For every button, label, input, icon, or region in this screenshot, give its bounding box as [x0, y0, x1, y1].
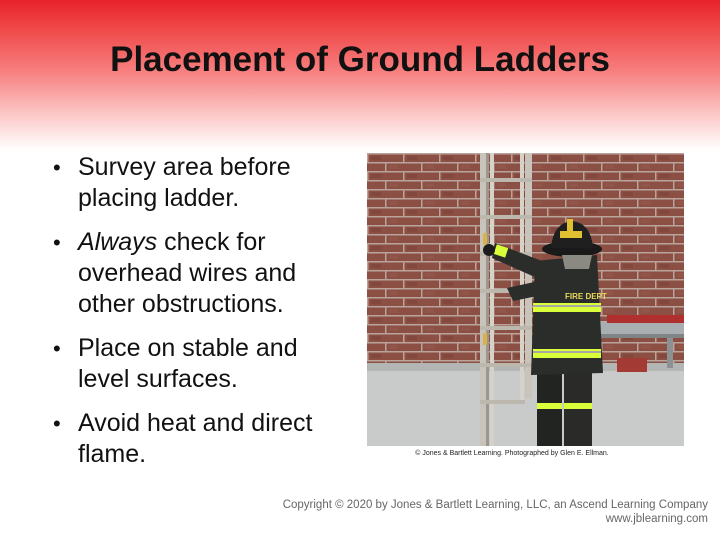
copyright-text: Copyright © 2020 by Jones & Bartlett Learning, LLC, an Ascend Learning Company	[282, 499, 708, 511]
bullet-item	[50, 333, 350, 395]
bullet-emphasis: Always	[78, 228, 158, 256]
bullet-item	[50, 152, 350, 214]
bullet-dot-icon: •	[53, 230, 61, 255]
bullet-dot-icon: •	[53, 336, 61, 361]
bullet-dot-icon: •	[53, 155, 61, 180]
jacket-lettering: FIRE DEPT	[565, 292, 607, 301]
ladder-photo	[367, 153, 684, 446]
bullet-list	[50, 152, 350, 483]
bullet-text: check for overhead wires and other obstructions.	[78, 228, 297, 318]
bullet-item	[50, 408, 350, 470]
slide-title: Placement of Ground Ladders	[110, 40, 610, 79]
photo-credit: © Jones & Bartlett Learning. Photographed by Glen E. Ellman.	[415, 450, 609, 457]
bullet-text: Avoid heat and direct flame.	[78, 409, 313, 468]
bullet-text: Place on stable and level surfaces.	[78, 334, 298, 393]
bullet-dot-icon: •	[53, 411, 61, 436]
bullet-text: Survey area before placing ladder.	[78, 153, 291, 212]
bullet-item	[50, 227, 350, 320]
guard-rail	[599, 321, 684, 335]
publisher-url[interactable]: www.jblearning.com	[605, 513, 708, 525]
copyright-footer	[283, 498, 708, 526]
